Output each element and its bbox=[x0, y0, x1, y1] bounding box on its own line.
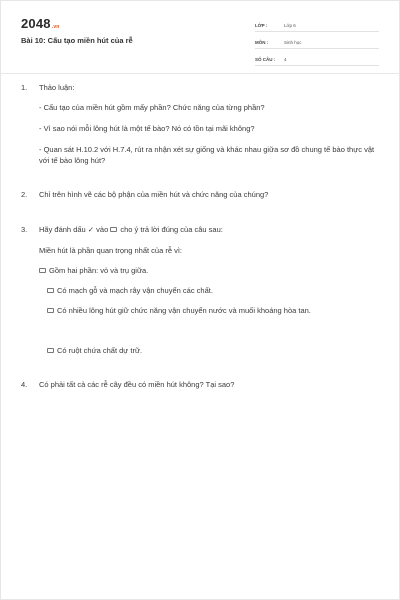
meta-label: SỐ CÂU : bbox=[255, 57, 276, 62]
question-1-line: - Cấu tạo của miền hút gồm mấy phần? Chức năng của từng phần? bbox=[39, 103, 265, 112]
checkbox-icon[interactable] bbox=[39, 268, 46, 273]
question-3-stem: Miền hút là phần quan trọng nhất của rễ vì: bbox=[39, 246, 183, 255]
lesson-title: Bài 10: Cấu tạo miền hút của rễ bbox=[21, 36, 133, 45]
question-1-title: Thảo luận: bbox=[39, 83, 75, 92]
checkbox-icon[interactable] bbox=[47, 308, 54, 313]
answer-option-label: Có mạch gỗ và mạch rây vận chuyển các chất. bbox=[57, 286, 213, 295]
question-number: 2. bbox=[21, 190, 28, 199]
meta-label: MÔN : bbox=[255, 40, 269, 45]
meta-row-class bbox=[255, 17, 379, 32]
answer-option-label: Gồm hai phần: vỏ và trụ giữa. bbox=[49, 266, 149, 275]
question-number: 1. bbox=[21, 83, 28, 92]
question-number: 3. bbox=[21, 225, 28, 234]
answer-option-label: Có ruột chứa chất dự trữ. bbox=[57, 346, 143, 355]
question-1-line: - Vì sao nói mỗi lông hút là một tế bào? Nó có tồn tại mãi không? bbox=[39, 124, 255, 133]
question-3-text-before: Hãy đánh dấu ✓ vào bbox=[39, 225, 109, 234]
worksheet-header bbox=[1, 1, 399, 74]
meta-row-subject bbox=[255, 34, 379, 49]
meta-row-count bbox=[255, 51, 379, 66]
checkbox-icon[interactable] bbox=[47, 348, 54, 353]
meta-label: LỚP : bbox=[255, 23, 268, 28]
question-1-line: - Quan sát H.10.2 với H.7.4, rút ra nhận xét sự giống và khác nhau giữa sơ đồ chung tế bào thực vật với tế bào lông hút? bbox=[39, 145, 375, 165]
answer-option[interactable] bbox=[47, 285, 213, 296]
answer-option[interactable] bbox=[47, 305, 311, 316]
answer-option-label: Có nhiều lông hút giữ chức năng vận chuyển nước và muối khoáng hòa tan. bbox=[57, 306, 311, 315]
checkbox-icon bbox=[110, 227, 117, 232]
question-3-text-after: cho ý trả lời đúng của câu sau: bbox=[120, 225, 223, 234]
question-number: 4. bbox=[21, 380, 28, 389]
question-2-text: Chỉ trên hình vẽ các bộ phận của miền hút và chức năng của chúng? bbox=[39, 190, 269, 199]
meta-value: 4 bbox=[284, 57, 287, 62]
answer-option[interactable] bbox=[39, 265, 148, 276]
logo-text: 2048 bbox=[21, 16, 51, 31]
question-4-text: Có phải tất cả các rễ cây đều có miền hút không? Tại sao? bbox=[39, 380, 235, 389]
site-logo[interactable] bbox=[21, 16, 60, 31]
meta-value: Lớp 6 bbox=[284, 23, 296, 28]
lesson-meta bbox=[255, 17, 379, 68]
checkbox-icon[interactable] bbox=[47, 288, 54, 293]
logo-suffix: .vn bbox=[51, 24, 60, 30]
meta-value: Sinh học bbox=[284, 40, 302, 45]
question-3-text bbox=[39, 224, 223, 235]
answer-option[interactable] bbox=[47, 345, 142, 356]
